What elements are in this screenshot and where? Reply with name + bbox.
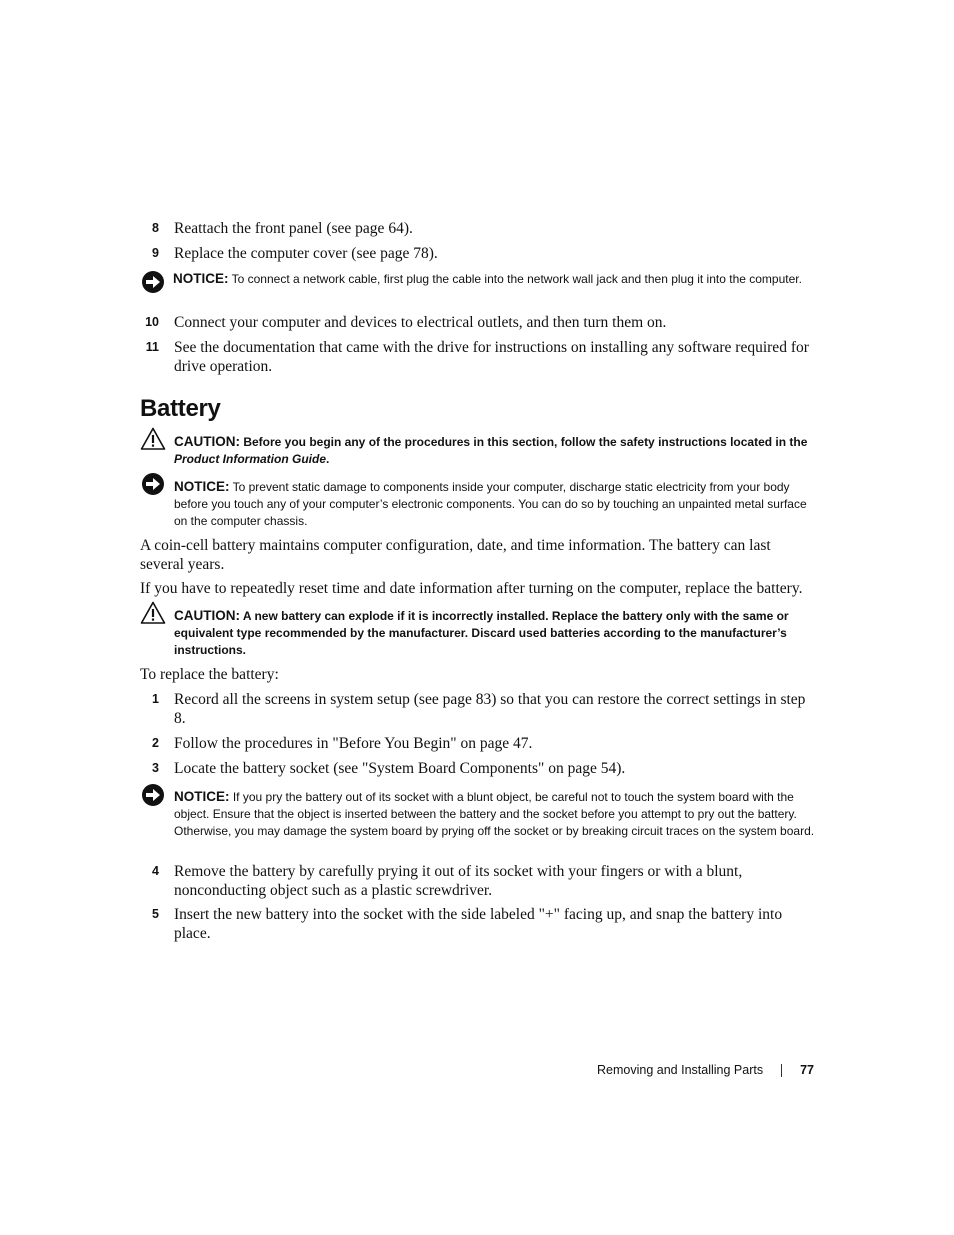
step-text: Record all the screens in system setup (see page 83) so that you can restore the correct settings in step 8.: [174, 691, 806, 727]
notice-arrow-icon: [140, 472, 166, 496]
step-5: [140, 905, 816, 943]
step-11: [140, 338, 816, 376]
step-number: 9: [152, 246, 159, 260]
notice-network-cable: [140, 270, 816, 288]
step-2: [140, 734, 816, 753]
paragraph-to-replace: To replace the battery:: [140, 666, 279, 683]
step-8: [140, 219, 816, 238]
step-number: 11: [145, 340, 159, 354]
caution-safety-instructions: [140, 427, 816, 468]
step-number: 4: [152, 864, 159, 878]
step-1: [140, 690, 816, 728]
step-number: 3: [152, 761, 159, 775]
step-text: Locate the battery socket (see "System Board Components" on page 54).: [174, 760, 626, 777]
step-3: [140, 759, 816, 778]
step-number: 1: [152, 692, 159, 706]
caution-label: CAUTION:: [174, 434, 240, 449]
step-text: Follow the procedures in "Before You Begin" on page 47.: [174, 735, 533, 752]
notice-static-damage: [140, 472, 816, 530]
step-4: [140, 862, 816, 900]
notice-arrow-icon: [140, 783, 166, 807]
footer-section-title: Removing and Installing Parts: [597, 1063, 764, 1077]
step-text: Remove the battery by carefully prying it out of its socket with your fingers or with a blunt, nonconducting object such as a plastic screwdriver.: [174, 863, 743, 899]
footer-divider: [781, 1064, 782, 1077]
step-number: 5: [152, 907, 159, 921]
caution-end: .: [326, 452, 330, 466]
caution-triangle-icon: [140, 427, 166, 451]
step-text: Replace the computer cover (see page 78).: [174, 245, 438, 262]
paragraph-replace-battery: If you have to repeatedly reset time and date information after turning on the computer, replace the battery.: [140, 580, 803, 597]
notice-label: NOTICE:: [173, 271, 229, 286]
page-number: 77: [800, 1063, 814, 1077]
step-text: Insert the new battery into the socket with the side labeled "+" facing up, and snap the battery into place.: [174, 906, 783, 942]
paragraph-battery-info: A coin-cell battery maintains computer configuration, date, and time information. The battery can last several years.: [140, 537, 771, 573]
caution-label: CAUTION:: [174, 608, 240, 623]
caution-emphasis: Product Information Guide: [174, 452, 326, 466]
step-9: [140, 244, 816, 263]
caution-triangle-icon: [140, 601, 166, 625]
step-text: Reattach the front panel (see page 64).: [174, 220, 413, 237]
section-heading: Battery: [140, 395, 221, 422]
notice-text: To connect a network cable, first plug the cable into the network wall jack and then plug it into the computer.: [228, 272, 802, 286]
step-text: See the documentation that came with the drive for instructions on installing any software required for drive operation.: [174, 339, 809, 375]
step-text: Connect your computer and devices to electrical outlets, and then turn them on.: [174, 314, 667, 331]
notice-label: NOTICE:: [174, 479, 230, 494]
caution-text: Before you begin any of the procedures in this section, follow the safety instructions located in the: [240, 435, 808, 449]
notice-pry-battery: [140, 783, 816, 840]
step-10: [140, 313, 816, 332]
notice-text: If you pry the battery out of its socket with a blunt object, be careful not to touch the system board with the object. Ensure that the object is inserted between the battery and the socket before you attempt to pry out the battery. Otherwise, you may damage the system board by prying off the socket or by breaking circuit traces on the system board.: [174, 790, 815, 838]
step-number: 10: [145, 315, 159, 329]
step-number: 8: [152, 221, 159, 235]
caution-battery-explode: [140, 601, 816, 659]
notice-text: To prevent static damage to components inside your computer, discharge static electricity from your body before you touch any of your computer’s electronic components. You can do so by touching an unpainted metal surface on the computer chassis.: [174, 480, 807, 528]
caution-text: A new battery can explode if it is incorrectly installed. Replace the battery only with the same or equivalent type recommended by the manufacturer. Discard used batteries according to the manufacturer’s instructions.: [174, 609, 789, 657]
step-number: 2: [152, 736, 159, 750]
notice-label: NOTICE:: [174, 789, 230, 804]
page-footer: [597, 1061, 814, 1079]
notice-arrow-icon: [140, 270, 166, 294]
